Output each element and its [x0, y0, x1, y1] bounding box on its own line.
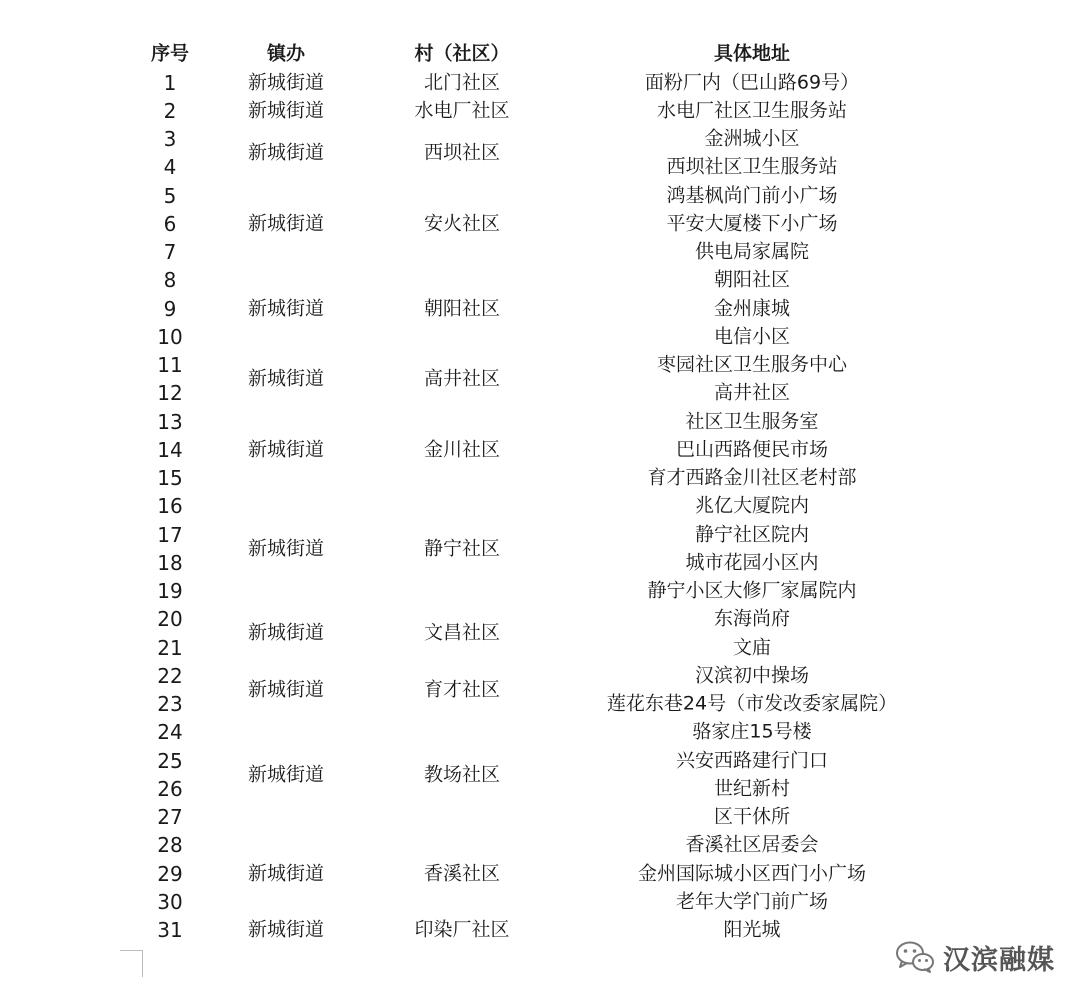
- row-village: 安火社区: [423, 212, 501, 235]
- row-address: 汉滨初中操场: [694, 664, 810, 687]
- row-address: 莲花东巷24号（市发改委家属院）: [606, 692, 898, 715]
- row-address: 高井社区: [713, 381, 791, 404]
- row-address: 电信小区: [713, 325, 791, 348]
- row-seq: 5: [163, 183, 177, 208]
- row-seq: 17: [157, 522, 183, 547]
- row-town: 新城街道: [247, 862, 325, 884]
- row-town: 新城街道: [247, 621, 325, 644]
- row-address: 水电厂社区卫生服务站: [656, 99, 848, 122]
- row-address: 兆亿大厦院内: [694, 494, 810, 517]
- row-town: 新城街道: [247, 918, 325, 941]
- row-seq: 3: [163, 127, 177, 151]
- row-address: 金州国际城小区西门小广场: [637, 862, 867, 884]
- row-town: 新城街道: [247, 367, 325, 390]
- row-seq: 9: [163, 296, 177, 321]
- row-address: 育才西路金川社区老村部: [647, 466, 857, 489]
- row-address: 世纪新村: [713, 777, 791, 800]
- row-village: 金川社区: [423, 438, 501, 461]
- row-address: 西坝社区卫生服务站: [666, 155, 838, 178]
- row-seq: 8: [163, 268, 177, 293]
- row-village: 水电厂社区: [414, 99, 510, 122]
- row-seq: 22: [157, 663, 183, 688]
- row-seq: 1: [163, 70, 177, 95]
- row-town: 新城街道: [247, 297, 325, 319]
- header-seq: 序号: [150, 42, 190, 65]
- row-seq: 20: [157, 607, 183, 632]
- row-village: 文昌社区: [423, 621, 501, 644]
- row-seq: 28: [157, 833, 183, 858]
- row-village: 静宁社区: [423, 537, 501, 560]
- row-seq: 16: [157, 494, 183, 519]
- row-seq: 21: [157, 635, 183, 660]
- row-address: 静宁社区院内: [694, 523, 810, 545]
- row-village: 朝阳社区: [423, 297, 501, 319]
- row-village: 教场社区: [423, 763, 501, 786]
- row-village: 北门社区: [423, 71, 501, 93]
- wechat-icon: [895, 940, 935, 974]
- row-seq: 19: [157, 579, 183, 603]
- row-seq: 23: [157, 692, 183, 716]
- row-address: 老年大学门前广场: [675, 890, 829, 913]
- row-address: 香溪社区居委会: [685, 833, 819, 856]
- row-seq: 14: [157, 437, 183, 462]
- row-town: 新城街道: [247, 438, 325, 461]
- row-village: 西坝社区: [423, 141, 501, 164]
- row-seq: 6: [163, 211, 177, 236]
- row-seq: 2: [163, 98, 177, 123]
- row-village: 印染厂社区: [414, 918, 510, 941]
- row-seq: 27: [157, 805, 183, 829]
- header-village: 村（社区）: [414, 42, 510, 65]
- page-corner-mark: [120, 950, 143, 977]
- row-address: 朝阳社区: [713, 268, 791, 291]
- row-town: 新城街道: [247, 678, 325, 701]
- row-seq: 13: [157, 409, 183, 434]
- row-address: 社区卫生服务室: [685, 410, 819, 432]
- row-address: 阳光城: [723, 918, 781, 941]
- row-village: 育才社区: [423, 678, 501, 701]
- row-town: 新城街道: [247, 71, 325, 93]
- watermark: [895, 937, 1055, 977]
- watermark-text: 汉滨融媒: [943, 944, 1055, 976]
- row-address: 骆家庄15号楼: [692, 720, 812, 743]
- row-village: 高井社区: [423, 367, 501, 390]
- row-address: 静宁小区大修厂家属院内: [647, 579, 857, 602]
- row-village: 香溪社区: [423, 862, 501, 884]
- header-address: 具体地址: [713, 42, 791, 65]
- row-seq: 10: [157, 324, 183, 349]
- row-seq: 12: [157, 381, 183, 406]
- row-seq: 15: [157, 466, 183, 490]
- row-seq: 24: [157, 720, 183, 745]
- row-seq: 31: [157, 918, 183, 942]
- row-address: 金洲城小区: [704, 127, 800, 150]
- row-seq: 11: [157, 353, 183, 377]
- row-town: 新城街道: [247, 763, 325, 786]
- row-address: 供电局家属院: [694, 240, 810, 263]
- row-seq: 25: [157, 748, 183, 773]
- row-seq: 4: [163, 155, 177, 180]
- row-seq: 30: [157, 889, 183, 914]
- row-town: 新城街道: [247, 141, 325, 164]
- row-address: 枣园社区卫生服务中心: [656, 353, 848, 376]
- row-address: 鸿基枫尚门前小广场: [666, 184, 838, 206]
- row-seq: 18: [157, 550, 183, 575]
- row-seq: 7: [163, 240, 177, 264]
- row-address: 区干休所: [713, 805, 791, 828]
- row-address: 平安大厦楼下小广场: [666, 212, 838, 235]
- row-town: 新城街道: [247, 212, 325, 235]
- row-town: 新城街道: [247, 537, 325, 560]
- header-town: 镇办: [266, 42, 306, 65]
- row-address: 金州康城: [713, 297, 791, 319]
- row-address: 巴山西路便民市场: [675, 438, 829, 461]
- row-address: 东海尚府: [713, 607, 791, 630]
- row-address: 城市花园小区内: [685, 551, 819, 574]
- row-seq: 29: [157, 861, 183, 886]
- row-seq: 26: [157, 776, 183, 801]
- row-address: 文庙: [732, 636, 772, 658]
- row-address: 兴安西路建行门口: [675, 749, 829, 771]
- row-town: 新城街道: [247, 99, 325, 122]
- row-address: 面粉厂内（巴山路69号）: [644, 71, 860, 93]
